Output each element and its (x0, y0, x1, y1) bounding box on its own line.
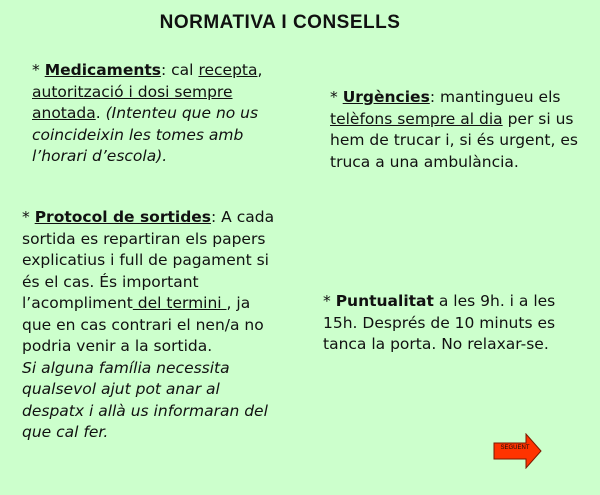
urgencies-label: Urgències (342, 88, 430, 106)
urgencies-lead: : mantingueu els (429, 88, 561, 106)
bullet: * (330, 88, 343, 106)
medicaments-lead: : cal (161, 61, 194, 79)
next-button-label: SEGUENT (500, 445, 530, 451)
bullet: * (22, 208, 35, 226)
puntualitat-label: Puntualitat (335, 292, 434, 310)
bullet: * (323, 292, 336, 310)
puntualitat-text: a les 9h. i a les 15h. Després de 10 minuts es tanca la porta. No relaxar-se. (323, 292, 556, 353)
medicaments-label: Medicaments (44, 61, 162, 79)
protocol-termini: del termini (132, 294, 227, 312)
urgencies-telefons: telèfons sempre al dia (330, 109, 503, 128)
protocol-block (22, 207, 284, 444)
bullet: * (32, 61, 45, 79)
next-button[interactable] (493, 433, 543, 469)
medicaments-autoritzacio: autorització i dosi sempre anotada (32, 82, 233, 122)
arrow-right-icon (493, 433, 543, 469)
protocol-label: Protocol de sortides (34, 208, 212, 226)
medicaments-sep: , (257, 61, 263, 79)
protocol-text-2: , ja que en cas contrari el nen/a no podria venir a la sortida. (22, 294, 264, 355)
urgencies-rest: per si us hem de trucar i, si és urgent, es truca a una ambulància. (330, 109, 578, 171)
medicaments-block (32, 60, 277, 168)
medicaments-end: . (95, 104, 106, 122)
urgencies-block (330, 87, 580, 173)
medicaments-note: (Intenteu que no us coincideixin les tomes amb l’horari d’escola). (32, 104, 259, 165)
puntualitat-block (323, 291, 588, 356)
medicaments-recepta: recepta (198, 61, 258, 79)
protocol-text: : A cada sortida es repartiran els papers explicatius i full de pagament si és el cas. És important l’acompliment (22, 208, 275, 312)
protocol-note: Si alguna família necessita qualsevol ajut pot anar al despatx i allà us informaran del que cal fer. (22, 358, 268, 441)
page-title: NORMATIVA I CONSELLS (159, 12, 401, 33)
